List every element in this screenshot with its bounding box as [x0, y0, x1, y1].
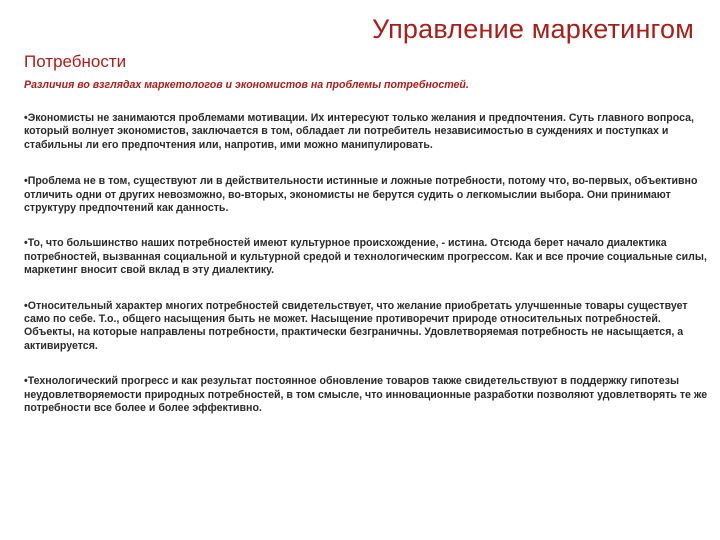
- slide-subtitle: Потребности: [24, 52, 127, 71]
- bullet-point: •То, что большинство наших потребностей имеют культурное происхождение, - истина. Отсюда берет начало диалектика потребностей, вызванная социальной и культурной средой и технологическим прогрессом. Как и все прочие социальные силы, маркетинг вносит свой вклад в эту диалектику.: [24, 237, 707, 277]
- bullet-list: [24, 112, 708, 439]
- bullet-point: •Экономисты не занимаются проблемами мотивации. Их интересуют только желания и предпочтения. Суть главного вопроса, который волнует экономистов, заключается в том, обладает ли потребитель независимостью в суждениях и поступках и стабильны ли его предпочтения или, напротив, ими можно манипулировать.: [24, 112, 694, 151]
- bullet-point: •Относительный характер многих потребностей свидетельствует, что желание приобретать улучшенные товары существует само по себе. Т.о., общего насыщения быть не может. Насыщение противоречит природе относительных потребностей. Объекты, на которые направлены потребности, практически безграничны. Удовлетворяемая потребность не насыщается, а активируется.: [24, 299, 688, 352]
- bullet-point: •Проблема не в том, существуют ли в действительности истинные и ложные потребности, потому что, во-первых, объективно отличить одни от других невозможно, во-вторых, экономисты не берутся судить о легкомыслии выбора. Они принимают структуру предпочтений как данность.: [24, 175, 698, 215]
- bullet-point: •Технологический прогресс и как результат постоянное обновление товаров также свидетельствуют в поддержку гипотезы неудовлетворяемости природных потребностей, в том смысле, что инновационные разработки позволяют удовлетворять те же потребности все более и более эффективно.: [24, 375, 708, 415]
- intro-text: Различия во взглядах маркетологов и экономистов на проблемы потребностей.: [24, 79, 469, 91]
- slide-title: Управление маркетингом: [371, 14, 694, 44]
